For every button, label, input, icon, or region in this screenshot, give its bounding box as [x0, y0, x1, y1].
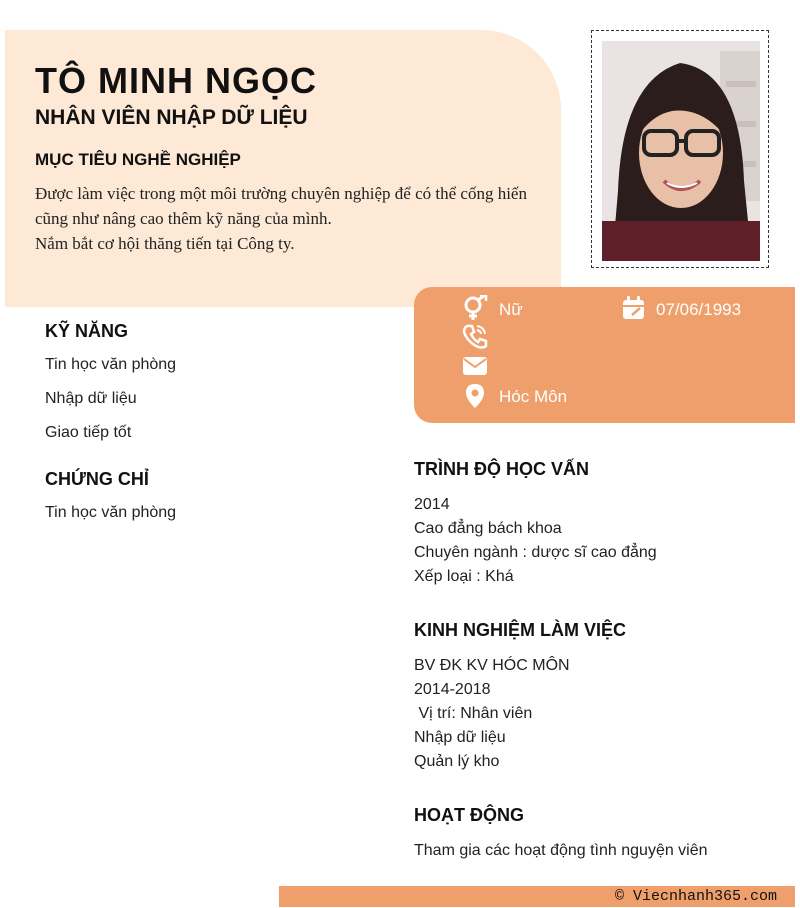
objective-line: Được làm việc trong một môi trường chuyên nghiệp để có thể cống hiến [35, 184, 527, 203]
experience-line: Quản lý kho [414, 753, 500, 770]
activity-line: Tham gia các hoạt động tình nguyện viên [414, 842, 708, 859]
birthday-value: 07/06/1993 [656, 300, 742, 319]
education-heading: TRÌNH ĐỘ HỌC VẤN [414, 459, 589, 479]
certificate-item: Tin học văn phòng [45, 504, 177, 521]
location-icon [462, 383, 488, 409]
footer-credit[interactable]: © Viecnhanh365.com [614, 888, 777, 905]
calendar-icon [621, 295, 647, 321]
candidate-name: TÔ MINH NGỌC [35, 60, 317, 101]
objective-heading: MỤC TIÊU NGHỀ NGHIỆP [35, 150, 241, 169]
education-line: Chuyên ngành : dược sĩ cao đẳng [414, 544, 657, 561]
address-value: Hóc Môn [499, 387, 568, 406]
portrait-illustration [602, 41, 760, 261]
phone-icon [462, 323, 488, 349]
experience-line: Nhập dữ liệu [414, 729, 506, 746]
photo-frame [591, 30, 769, 268]
objective-line: Nắm bắt cơ hội thăng tiến tại Công ty. [35, 234, 295, 253]
footer-bar [279, 886, 795, 907]
skill-item: Tin học văn phòng [45, 356, 177, 373]
education-line: Cao đẳng bách khoa [414, 520, 562, 537]
skill-item: Giao tiếp tốt [45, 424, 132, 441]
email-icon [462, 353, 488, 379]
objective-text [35, 181, 540, 256]
profile-photo [602, 41, 760, 261]
contact-block [414, 287, 795, 423]
experience-line: Vị trí: Nhân viên [414, 705, 533, 722]
experience-line: BV ĐK KV HÓC MÔN [414, 657, 570, 674]
experience-line: 2014-2018 [414, 681, 491, 698]
experience-heading: KINH NGHIỆM LÀM VIỆC [414, 620, 627, 640]
objective-line: cũng như nâng cao thêm kỹ năng của mình. [35, 209, 332, 228]
skill-item: Nhập dữ liệu [45, 390, 137, 407]
gender-value: Nữ [499, 300, 523, 319]
skills-heading: KỸ NĂNG [45, 321, 129, 341]
gender-icon [462, 295, 488, 321]
education-line: 2014 [414, 496, 450, 513]
certificates-heading: CHỨNG CHỈ [45, 469, 149, 489]
job-title: NHÂN VIÊN NHẬP DỮ LIỆU [35, 106, 308, 129]
education-line: Xếp loại : Khá [414, 568, 514, 585]
activities-heading: HOẠT ĐỘNG [414, 805, 524, 825]
